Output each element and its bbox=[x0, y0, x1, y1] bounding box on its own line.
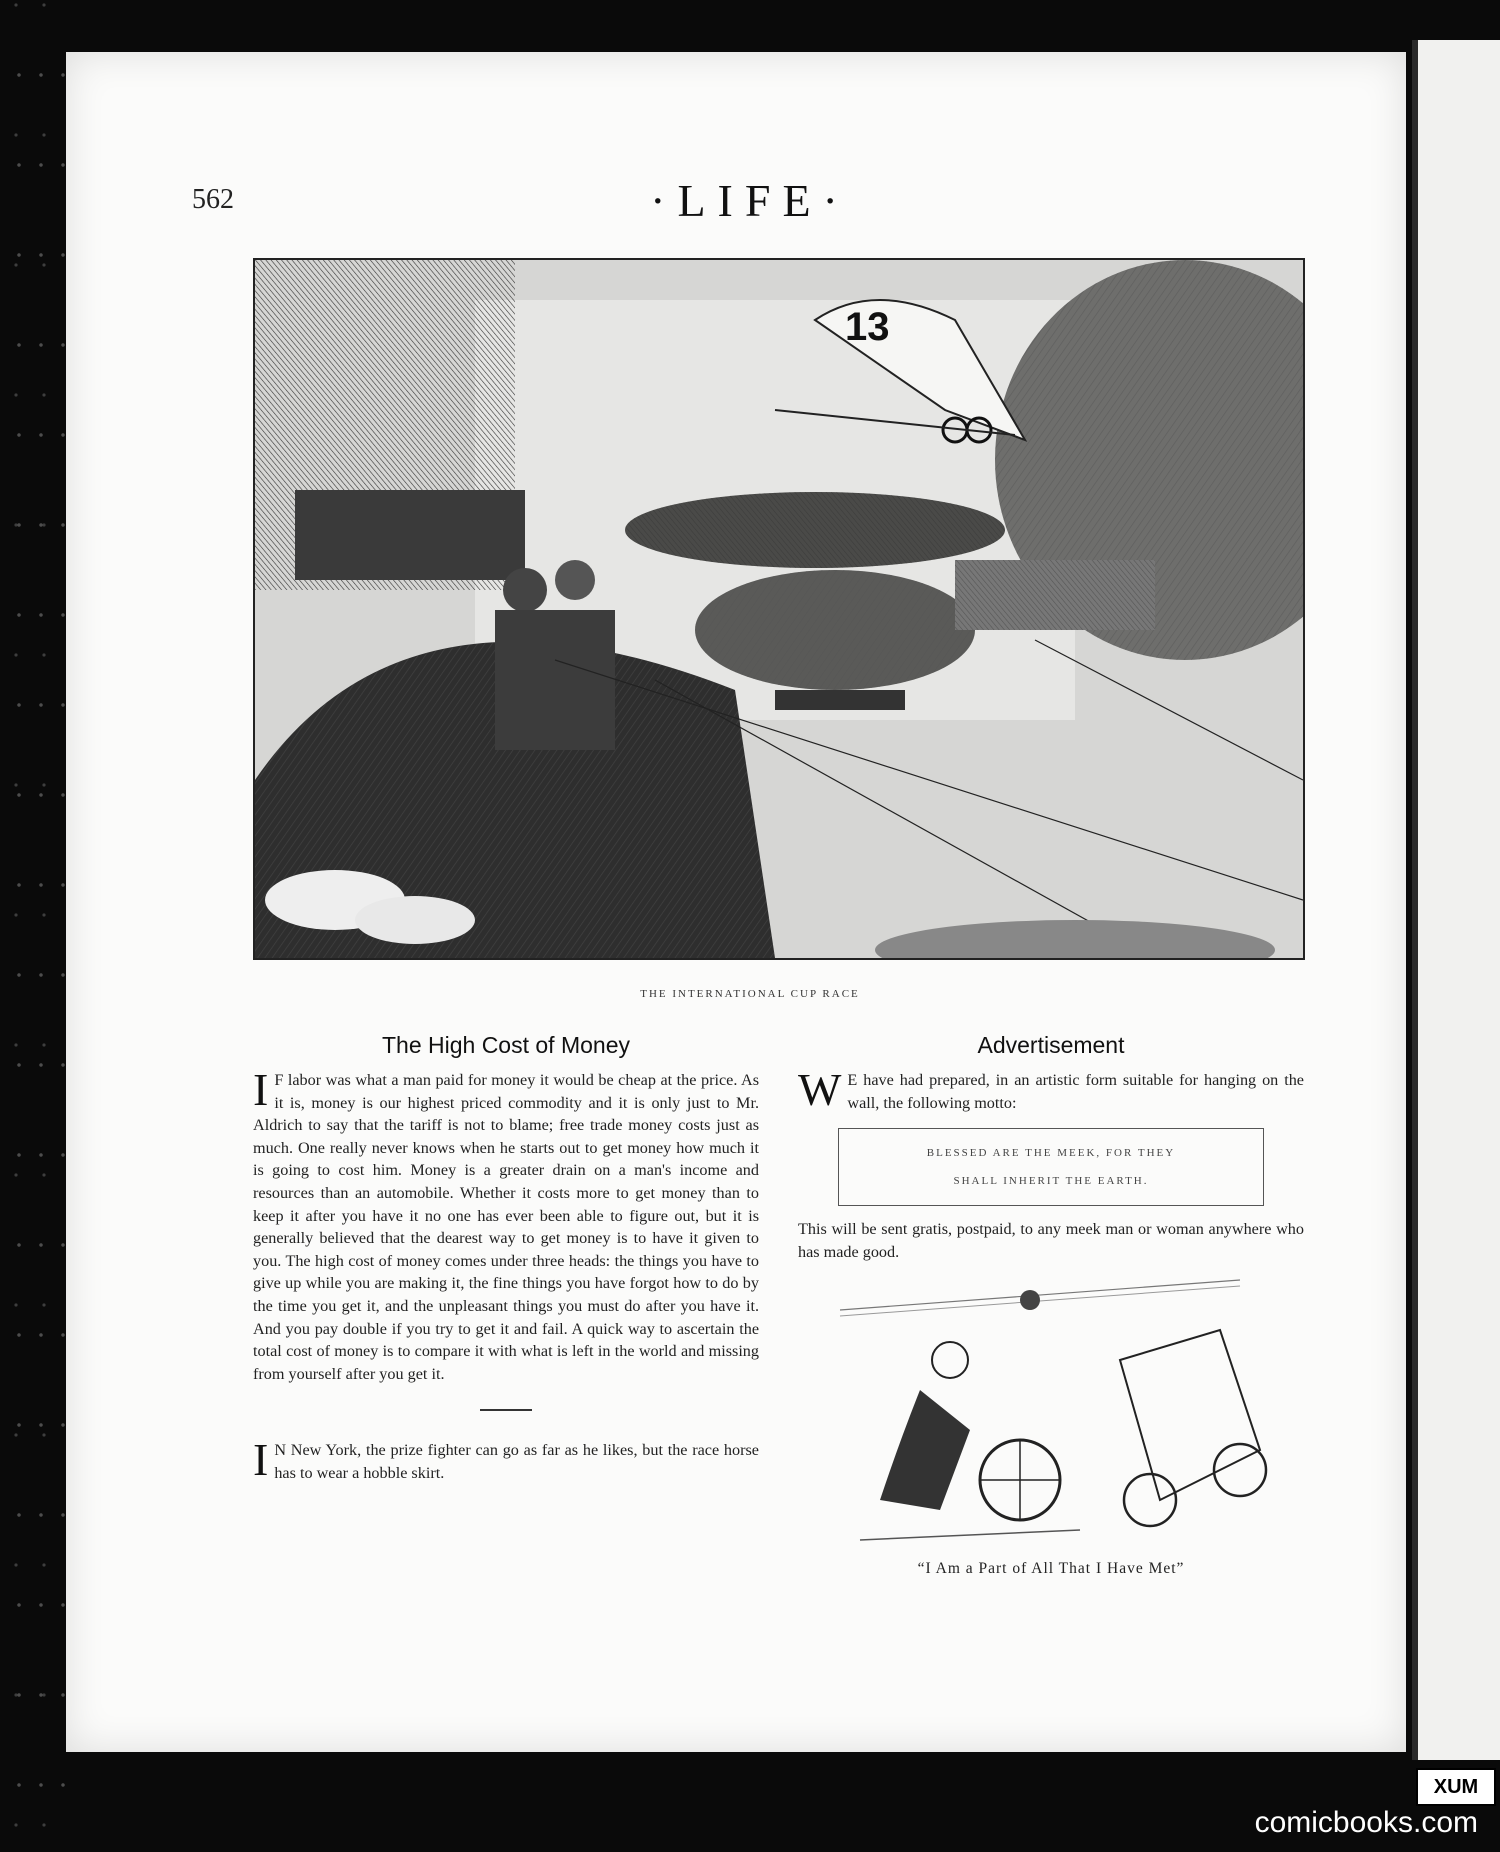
advert-intro bbox=[798, 1064, 1304, 1115]
page-edge-texture bbox=[0, 0, 66, 1852]
facing-page-edge bbox=[1412, 40, 1500, 1760]
site-watermark: comicbooks.com bbox=[1254, 1806, 1478, 1839]
passenger bbox=[503, 568, 547, 612]
illustration-drawing bbox=[255, 260, 1303, 958]
article-title: The High Cost of Money bbox=[381, 1032, 630, 1058]
dropcap: I bbox=[253, 1434, 269, 1486]
dropcap: W bbox=[798, 1064, 842, 1115]
man-head bbox=[932, 1342, 968, 1378]
spectator-head bbox=[1020, 1290, 1040, 1310]
advert-footer: This will be sent gratis, postpaid, to any meek man or woman anywhere who has made good. bbox=[798, 1220, 1304, 1261]
advert-intro-text: E have had prepared, in an artistic form suitable for hanging on the wall, the following motto: bbox=[847, 1071, 1304, 1112]
article-title: Advertisement bbox=[977, 1032, 1125, 1058]
page-number: 562 bbox=[192, 184, 234, 215]
motto-line: SHALL INHERIT THE EARTH. bbox=[953, 1175, 1149, 1188]
article-right bbox=[798, 1030, 1304, 1263]
plane-number: 13 bbox=[845, 305, 890, 349]
passenger bbox=[555, 560, 595, 600]
car-crash-cartoon bbox=[820, 1240, 1290, 1566]
illustration-caption: THE INTERNATIONAL CUP RACE bbox=[640, 988, 860, 1000]
motto-line: BLESSED ARE THE MEEK, FOR THEY bbox=[926, 1147, 1176, 1160]
xum-badge: XUM bbox=[1416, 1768, 1496, 1806]
cartoon-drawing bbox=[820, 1240, 1290, 1566]
article-body bbox=[253, 1064, 759, 1385]
brief-text: N New York, the prize fighter can go as far as he likes, but the race horse has to wear a hobble skirt. bbox=[274, 1441, 759, 1482]
cartoon-caption: “I Am a Part of All That I Have Met” bbox=[917, 1560, 1185, 1577]
cup-race-illustration bbox=[253, 258, 1305, 960]
article-left bbox=[253, 1030, 759, 1485]
spectator-box bbox=[295, 490, 525, 580]
man-body bbox=[880, 1390, 970, 1510]
article-body-text: F labor was what a man paid for money it would be cheap at the price. As it is, money is our highest priced commodity and it is only just to Mr. Aldrich to say that the tariff is not to blame; free trade money costs just as much. One really never knows when he starts out to get money how much it is going to cost him. Money is a greater drain on a man's income and resources than an automobile. Whether it costs more to get money than to keep it after you have it no one has ever been able to figure out, but it is generally believed that the dearest way to get money is to have it given to you. The high cost of money comes under three heads: the things you have to give up while you are making it, the fine things you have forgot how to do by the time you get it, and the unpleasant things you must do after you have it. And you pay double if you try to get it and fail. A quick way to ascertain the total cost of money is to compare it with what is left in the world and missing from yourself after you get it. bbox=[253, 1071, 759, 1383]
dropcap: I bbox=[253, 1064, 269, 1115]
section-divider bbox=[480, 1409, 532, 1411]
masthead: ·LIFE· bbox=[650, 175, 850, 226]
brief-item bbox=[253, 1434, 759, 1486]
motto-box bbox=[838, 1128, 1264, 1206]
